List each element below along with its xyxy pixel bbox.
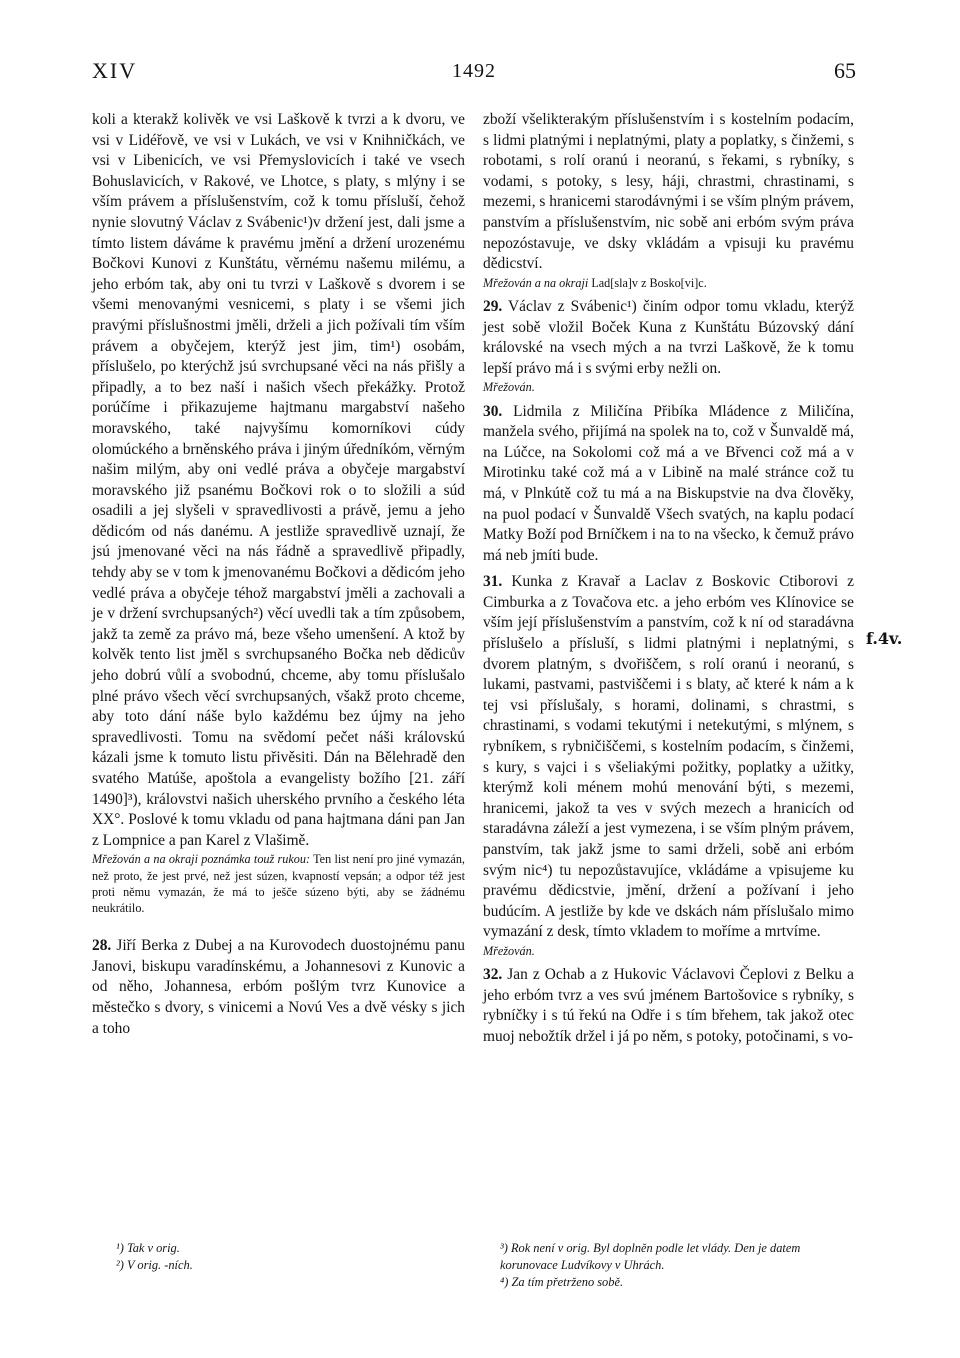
footnotes-right <box>500 1240 860 1291</box>
footnote: ¹) Tak v orig. <box>116 1241 180 1255</box>
entry-number: 28. <box>92 937 112 955</box>
entry-31 <box>483 572 854 943</box>
entry-30 <box>483 402 854 567</box>
entry-text: Václav z Svábenic¹) činím odpor tomu vkladu, kterýž jest sobě vložil Boček Kuna z Kunštátu Búzovský dání královské na vsech mých a na tvrzi Laškově, že k tomu lepší právo má i s svými erby nežli on. <box>483 297 854 377</box>
entry-number: 29. <box>483 297 503 315</box>
entry-number: 32. <box>483 966 503 984</box>
entry-31-note: Mřežován. <box>483 943 535 958</box>
entry-29 <box>483 297 854 379</box>
entry-text: Kunka z Kravař a Laclav z Boskovic Ctiborovi z Cimburka a z Tovačova etc. a jeho erbóm ves Klínovice se vším její příslušenstvím a panstvím, což k ní od staradávna příslušelo a přísluší, s lidmi platnými i neplatnými, s dvorem platným, s dvořiščem, s rolí oranú i neoranú, s lukami, pastvami, pastviščemi i s blaty, ač které k nám a k tej vsi příslušaly, s horami, dolinami, s chrastmi, s chrastinami, s vodami tekutými i netekutými, s mlýnem, s rybníkem, s rybničiščemi, s kostelním podacím, s činžemi, s kury, s vajci i s všeliakými požitky, poplatky a užitky, kterýmž koli ménem mohú menování býti, s mezemi, hranicemi, jakož ta ves v svých mezech a hranicích od staradávna záleží a jest vymezena, i se vším plným právem, panstvím, tak jakž jsme to sami drželi, sobě ani erbóm svým nic⁴) tu nepozůstavujíce, vkládáme a vpisujeme ku pravému dědicstvie, jmění, držení a požívaní i jeho budúcím. A jestliže by kde ve dskách nám příslušalo mimo vymazání z desk, tímto vkladem to moříme a mrtvíme. <box>483 573 854 941</box>
note-text: Lad[sla]v z Bosko[vi]c. <box>588 275 707 290</box>
entry-text: Jiří Berka z Dubej a na Kurovodech duostojnému panu Janovi, biskupu varadínskému, a Johannesovi z Kunovic a od něho, Johannesa, erbóm pošlým tvrz Kunovice a městečko s dvory, s vinicemi a Novú Ves a dvě vésky s jich a toho <box>92 937 465 1037</box>
page-number: 65 <box>834 58 856 83</box>
entry-28-continuation: zboží všelikterakým příslušenstvím i s kostelním podacím, s lidmi platnými i neplatnými, platy a poplatky, s činžemi, s robotami, s rolí oranú i neoranú, s řekami, s rybníky, s vodami, s potoky, s lesy, háji, chrastmi, chrastinami, s mezemi, s hranicemi starodávnými i se vším plným právem, panstvím a příslušenstvím, nic sobě ani erbóm svým práva nepozóstavuje, ve dsky vkládám a vpisuji ku pravému dědicství. <box>483 111 854 273</box>
entry-number: 30. <box>483 402 503 420</box>
entry-text: Jan z Ochab a z Hukovic Václavovi Čeplovi z Belku a jeho erbóm tvrz a ves svú jménem Bartošovice s rybníky, s rybníčky i s tú řekú na Odře i s tím břehem, tak jakož otec muoj nebožtík držel i já po něm, s potoky, potočinami, s vo- <box>483 966 854 1045</box>
entry-28-note <box>483 275 854 291</box>
note-text: Ten list není pro jiné vymazán, než proto, že jest prvé, než jest súzen, kvapností vepsán; a odpor též jest proti němu vymazán, že má to ješče súzeno býti, aby se žádnému neukrátilo. <box>92 852 465 915</box>
right-column <box>483 110 854 1048</box>
footnotes-left <box>116 1240 446 1274</box>
folio-marginal-note: f.4v. <box>866 629 903 648</box>
entry-32 <box>483 965 854 1047</box>
footnote: ⁴) Za tím přetrženo sobě. <box>500 1275 624 1289</box>
entry-number: 31. <box>483 573 503 591</box>
entry-27-continuation: koli a kterakž kolivěk ve vsi Laškově k tvrzi a k dvoru, ve vsi v Lidéřově, ve vsi v Lukách, ve vsi v Knihničkách, ve vsi v Libenicích, ve vsi Přemyslovicích i také ve vsech Bohuslavicích, v Rakové, ve Lhotce, s platy, s mlýny i se vším právem a příslušenstvím, což k tomu přísluší, čehož nynie slovutný Václav z Svábenic¹)v držení jest, dali jsme a tímto listem dáváme k pravému jmění a držení urozenému Bočkovi Kunovi z Kunštátu, věrnému našemu milému, a jeho erbóm tak, aby oni tu tvrzi v Laškově s dvorem i se všemi menovanými vesnicemi, s platy i se všemi jich pravými příslušnostmi jměli, drželi a jich požívali tím vším právem a obyčejem, kterýž jest jim, tim¹) osobám, příslušelo, po kterýchž jsú svrchupsané věci na nás přišly a připadly, a to bez naší i našich všech překážky. Protož porúčíme i přikazujeme hajtmanu margabství našeho moravského, také najvyšímu komorníkovi cúdy olomúckého a brněnského práva i jiným úředníkóm, věrným našim milým, aby oni vedlé práva a obyčeje margabství moravského již psanému Bočkovi rok o to složili a súd osadili a jej slyšeli v spravedlivosti a právě, jemu a jeho dědicóm od nás danému. A jestliže spravedlivě uznají, že jsú jmenované věci na nás řádně a spravedlivě připadly, tehdy aby se v tom k jmenovanému Bočkovi a dědicóm jeho vedlé práva a obyčeje téhož margabství jměli a zachovali a je v držení svrchupsaných²) věcí uvedli tak a tím způsobem, jakž ta země za právo má, beze všeho umenšení. A ktož by kolvěk tento list jměl s svrchupsaného Bočka neb dědicův jeho dobrú vůlí a svobodnú, chceme, aby tomu příslušalo plné právo všech věcí svrchupsaných, všakž proto chceme, aby toto dání náše bylo každému bez újmy na jeho spravedlivosti. Tomu na svědomí pečet náši královskú kázali jsme k tomuto listu přivěsiti. Dán na Bělehradě den svatého Matúše, apoštola a evangelisty božího [21. září 1490]³), královstvi našich uherského prvního a českého léta XX°. Poslové k tomu vkladu od pana hajtmana dáni pan Jan z Lompnice a pan Karel z Vlašimě. <box>92 111 465 849</box>
left-column <box>92 110 465 1039</box>
footnote: ³) Rok není v orig. Byl doplněn podle let vlády. Den je datem korunovace Ludvíkovy v Uhrách. <box>500 1241 801 1272</box>
entry-28 <box>92 936 465 1039</box>
year-heading: 1492 <box>452 60 496 82</box>
note-label: Mřežován a na okraji poznámka touž rukou: <box>92 852 311 867</box>
spacer <box>92 916 465 936</box>
entry-27-note <box>92 851 465 916</box>
footnote: ²) V orig. -ních. <box>116 1258 193 1272</box>
running-header <box>92 58 856 88</box>
volume-number: XIV <box>92 58 138 83</box>
note-label: Mřežován a na okraji <box>483 275 589 290</box>
entry-29-note: Mřežován. <box>483 380 535 395</box>
entry-text: Lidmila z Miličína Přibíka Mládence z Miličína, manžela svého, přijímá na spolek na to, což v Šunvaldě má, na Lúčce, na Sokolomi což má a ve Břvenci což má a v Mirotinku také což má a v Libině na malé stránce což tu má, v Plnkútě což tu má a na Biskupstvie na dva člověky, na puol podací v Šunvaldě Všech svatých, na kaplu podací Matky Boží pod Brníčkem i na to na všecko, k čemuž právo má neb jmíti bude. <box>483 402 854 564</box>
